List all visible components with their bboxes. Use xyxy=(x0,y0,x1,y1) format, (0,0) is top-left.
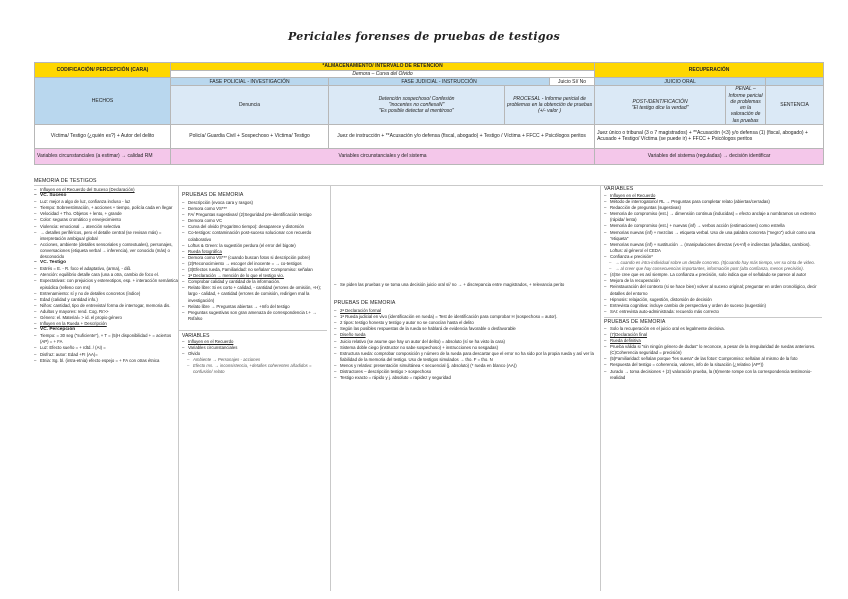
list-item: – Edad (calidad y cantidad info.) xyxy=(34,297,178,303)
list-item: – Entrevista cognitiva: incluye cambio de perspectiva y orden de suceso (sugestión) xyxy=(604,303,822,309)
list-item: – Menos y relativo: presentación simultánea < secuencial (j. absoluto) (* rueda en blanco (AA)) xyxy=(334,363,596,369)
list-item: – Color: seguras cromático y envejecimiento xyxy=(34,217,178,223)
list-item: – Velocidad + Tho. Objetos + lento, + grande xyxy=(34,211,178,217)
var-circ-estimar-cell: Variables circunstanciales (a estimar) → calidad RM xyxy=(35,148,171,164)
list-item: – Loftus & Green: la sugestión perdura (el error del bigote) xyxy=(182,243,327,249)
list-item: – Violencia: emocional → atención selectiva xyxy=(34,224,178,230)
denuncia-cell: Denuncia xyxy=(171,86,329,125)
juicio-sino-label: Juicio Sí/ No xyxy=(550,78,595,86)
codificacion-header: CODIFICACIÓN/ PERCEPCIÓN (CARA) xyxy=(35,63,171,78)
post-identificacion-text: POST-IDENTIFICACIÓN "El testigo dice la verdad" xyxy=(631,98,689,111)
list-item: – Distractores – descripción testigo > sospechoso xyxy=(334,369,596,375)
list-item: – Comprobar calidad y cantidad de la información. xyxy=(182,279,327,285)
col4-list xyxy=(604,193,822,315)
list-item: – (5)Familiaridad: señalan porque "les suena" de las fotos' Compromiso: señalan al mismo de la foto xyxy=(604,356,822,362)
hechos-header xyxy=(35,78,171,125)
list-item: – Influyen en el Recuerdo del Suceso (Declaración) xyxy=(34,187,178,193)
list-item: – Preguntas sugestivas son gran amenaza de correspondencia t.+ → Rsfalso xyxy=(182,310,327,322)
list-item: – VC. Suceso xyxy=(34,193,178,199)
divider-2 xyxy=(330,185,331,591)
list-item: – Co-testigos: contaminación post-suceso solucionar con recuerdo colaborativo xyxy=(182,230,327,242)
list-item: – 2 tipos: testigo honesto y testigo y autor no se conocían hasta el delito xyxy=(334,320,596,326)
list-item: – Relato libre → Preguntas abiertas → +Info del testigo xyxy=(182,304,327,310)
list-item: – Ambiente → Personajes - acciones xyxy=(182,357,327,363)
sentencia-cell: SENTENCIA xyxy=(766,86,824,125)
list-item: – 2ª Declaración formal xyxy=(334,308,596,314)
list-item: – Demora como VS*** xyxy=(182,206,327,212)
divider-3 xyxy=(600,185,601,591)
list-item: – Juicio relativo (se asume que hay un autor del delito) = absoluto (sí se ha visto la cara) xyxy=(334,339,596,345)
detencion-text: Detención sospechoso/ Confesión "inocentes no confiesaN" "Es posible detectar al mentiroso" xyxy=(378,95,455,115)
list-item: – Estrés = E. - R. foco el adaptativo, (arma), - diß. xyxy=(34,266,178,272)
juez-instruccion-cell: Juez de instrucción + **Acusación y/o defensa (fiscal, abogado) + Testigo / Víctima + FFCC + Psicólogos peritos xyxy=(329,124,595,148)
col4-heading: VARIABLES xyxy=(604,186,634,192)
list-item: – → cuando es intra-individual sobre un detalle concreto. (5)cuando hay más tiempo, ver su cinta de video. xyxy=(604,260,822,266)
col3-heading: PRUEBAS DE MEMORIA xyxy=(334,300,396,307)
list-item: – Demora como VS*** (cuando buscan fotos si descripción pobre) xyxy=(182,255,327,261)
juicio-oral-header: JUICIO ORAL xyxy=(595,78,766,86)
col4 xyxy=(604,186,822,381)
divider-1 xyxy=(178,185,179,591)
list-item: – Atención: equilibrio detalle cara (una a otra, cambio de foco el. xyxy=(34,272,178,278)
list-item: – Olvido xyxy=(182,351,327,357)
list-item: – Influyen en el Recuerdo xyxy=(604,193,822,199)
detencion-cell xyxy=(329,86,505,125)
list-item: – → detalles periféricos, pero el detalle central (se revisan más) = interpretación ambigua/ global xyxy=(34,230,178,242)
list-item: – Testigo exacto = rápido y j. absoluto = rapidez y seguridad xyxy=(334,375,596,381)
col3 xyxy=(334,282,596,381)
list-item: VARIABLES xyxy=(182,332,210,339)
list-item: – Relato libre: Si es corto + calidad, - cantidad (errores de omisión, +H); largo - calidad, + cantidad (errores de comisión, redirigen mal la investigación) xyxy=(182,285,327,303)
list-item: – Demora como VC xyxy=(182,218,327,224)
list-item: – Prueba válida si "sin ningún género de dudas" lo reconoce, a pesar de la irregularidad de ruedas anteriores. (C)Coherencia seguridad = precisión) xyxy=(604,344,822,356)
list-item: – FA/ Preguntas sugestivas/ (2)Seguridad pre-identificación testigo xyxy=(182,212,327,218)
list-item: – (7)Declaración final xyxy=(604,332,822,338)
hechos-label: HECHOS xyxy=(91,97,114,104)
list-item: – Rueda definitiva xyxy=(604,338,822,344)
list-item xyxy=(178,322,327,331)
col3-intro xyxy=(334,282,596,288)
list-item: – Redacción de preguntas (sugestivas) xyxy=(604,205,822,211)
list-item: – Respuesta del testigo = coherencia, valores, info de la situación (¿relativo (AP*)) xyxy=(604,362,822,368)
col1 xyxy=(34,178,178,364)
list-item: – Método de interrogatorio/ RL → Preguntas para completar relato (abiertas/cerradas) xyxy=(604,199,822,205)
list-item: – Según las posibles respuestas de la rueda se hablará de evidencia favorable o desfavorable xyxy=(334,326,596,332)
list-item: – Hipnosis: relajación, sugestión, distorsión de decisión xyxy=(604,297,822,303)
list-item: – Jurado → toma decisiones + (2) valoración prueba, la (6)mente rompe con la correspondencia testimonio-realidad xyxy=(604,369,822,381)
victima-cell: Víctima/ Testigo (¿quién es?) + Autor del delito xyxy=(35,124,171,148)
list-item: – Confianza ≠ precisión* xyxy=(604,254,822,260)
list-item: – Niños: cantidad, tipo de entrevista/ forma de interrogar, memoria dis. xyxy=(34,303,178,309)
list-item: – Mejora de la recuperación xyxy=(604,278,822,284)
col3-list xyxy=(334,308,596,381)
list-item: – Expectativas: con prejuicios y estereotipos, esp. + interacción semántica episódica (relleno con ms) xyxy=(34,278,178,290)
demora-label: Demora – Curva del Olvido xyxy=(171,71,595,78)
col2 xyxy=(182,192,327,376)
list-item: – Rueda fotográfica xyxy=(182,249,327,255)
list-item: – Género: el. Material= > id. el propio género xyxy=(34,315,178,321)
var-sistema-reguladas-cell: Variables del sistema (reguladas) → decisión identificar xyxy=(595,148,824,164)
penal-cell: PENAL – Informe pericial de problemas en la valoración de las pruebas xyxy=(726,86,766,125)
list-item: – Memorias nuevas (inf) + mezclas → etiqueta verbal. Uso de una palabra concreta ("negro") ocluir como una "etiqueta" xyxy=(604,230,822,242)
list-item: – Tiempo: Sobreestimación, + acciones + tiempo, policía cada en llegar xyxy=(34,205,178,211)
policia-cell: Policía/ Guardia Civil + Sospechoso + Víctima/ Testigo xyxy=(171,124,329,148)
list-item: – Solo la recuperación en el juicio oral es legalmente decisiva. xyxy=(604,326,822,332)
list-item: – (2)Reconocimiento → escoger del inocente = → co-testigos xyxy=(182,261,327,267)
col4-list2 xyxy=(604,326,822,381)
list-item: – Influyen en el Recuerdo xyxy=(182,339,327,345)
list-item: – Reinstauración del contexto (si se hace bien) volver al suceso original; preguntar en orden cronológico, decir detalles del entorno xyxy=(604,284,822,296)
page-title: Periciales forenses de pruebas de testigos xyxy=(288,30,560,43)
list-item: – (4)Se cree que es así siempre. La confianza ≠ precisión, solo indica que el señalado se parece al autor xyxy=(604,272,822,278)
list-item: – Diseño rueda xyxy=(334,332,596,338)
list-item: – Se piden las pruebas y se toma una decisión juicio oral sí/ no → + discrepancia entre magistrados, + relevancia perito xyxy=(334,282,596,288)
list-item: – Memoria de compromiso (est.) → dimensión continua (inducidas) = efecto anclaje a nombramos un extremo (rápida/ lenta) xyxy=(604,211,822,223)
list-item: – Efecto ms. → inconsistencia, +detalles coherentes añadidos = confusión/ relato xyxy=(182,363,327,375)
list-item: – Descripción (evoca cara y rasgos) xyxy=(182,200,327,206)
var-circ-sistema-cell: Variables circunstanciales y del sistema xyxy=(171,148,595,164)
juez-unico-cell: Juez único o tribunal (3 o 7 magistrados) + **Acusación (<3) y/o defensa (1) (fiscal, abogado) + Acusado + Testigo/ Víctima (se puede ir) + FFCC + Psicólogos peritos xyxy=(595,124,824,148)
list-item: – SAI: entrevista auto-administrada: recuerdo más correcto xyxy=(604,309,822,315)
list-item: – Luz: Efecto sueño = + rdtd. / (AI) = xyxy=(34,345,178,351)
list-item: – Variables circunstanciales xyxy=(182,345,327,351)
col1-list xyxy=(34,187,178,364)
col2-heading: PRUEBAS DE MEMORIA xyxy=(182,192,244,198)
proceso-penal-cell: PROCESAL - Informe pericial de problemas en la obtención de pruebas (+/- valor ) xyxy=(505,86,595,125)
list-item: – (3)Efectos rueda, Familiaridad: no señalan' Compromiso: señalan xyxy=(182,267,327,273)
list-item: – Influyen en la Rueda + Descripción xyxy=(34,321,178,327)
list-item: – Disfraz: autor: Edad +FI (AA)= xyxy=(34,352,178,358)
list-item: – Acciones, ambiente (detalles sensoriales y contextuales), personajes, conversaciones (etiqueta verbal → inferencia), ver conocido (más) o desconocido xyxy=(34,242,178,260)
fase-policial-header: FASE POLICIAL - INVESTIGACIÓN xyxy=(171,78,329,86)
list-item: – Luz: mejor a algo de luz, confianza incluso - luz xyxy=(34,199,178,205)
list-item: – Curva del olvido (Fogaritmo tiempo): desaparece y distorsión xyxy=(182,224,327,230)
fase-judicial-header: FASE JUDICIAL - INSTRUCCIÓN xyxy=(329,78,550,86)
list-item: – Etnia: Sg. bl. (intra-etnia) efecto espejo = + FA con otras étnica xyxy=(34,358,178,364)
col2-list xyxy=(182,200,327,376)
list-item: – 1ª Declaración → mención de lo que el testigo vio. xyxy=(182,273,327,279)
list-item: – → al creer que hay consecuencias importantes, información post (alta confianza, menos precisión). xyxy=(604,266,822,272)
header-table xyxy=(34,62,824,165)
list-item: – Memorias nuevas (inf) + sustitución → (manipulaciones directas (vs+nf) e indirectas (añadidas, cambios). Loftus: al género/ el CEDA xyxy=(604,242,822,254)
list-item: – Entrenamiento: sí y no de detalles concretos (índice) xyxy=(34,291,178,297)
recuperacion-header: RECUPERACIÓN xyxy=(595,63,824,78)
list-item: – VC. Testigo xyxy=(34,260,178,266)
post-identificacion-cell xyxy=(595,86,726,125)
list-item: – Memoria de compromiso (est.) + nuevas (inf) → verbos acción (estimaciones) como estrella xyxy=(604,223,822,229)
list-item: – VC. Percepción xyxy=(34,327,178,333)
list-item: – 1ª Rueda judicial en vivo (identificación en rueda) = Test de identificación para comprobar H (sospechoso = autor). xyxy=(334,314,596,320)
col4-heading2: PRUEBAS DE MEMORIA xyxy=(604,317,822,325)
almacenamiento-header: *ALMACENAMIENTO/ INTERVALO DE RETENCIÓN xyxy=(171,63,595,71)
list-item: – Sistema doble ciego (instructor no sabe sospechoso) + instrucciones no sesgadas) xyxy=(334,345,596,351)
list-item: – Estructura rueda: comprobar composición y número de la rueda para descartar que el error no ha sido por la propia rueda y así ver la fiabilidad de la memoria del testigo. Uso de testigos simulados → tho. F = tho. N xyxy=(334,351,596,363)
list-item: – Tiempo: = 30 seg ("suficiente"), + T = (5)H disponibilidad + = aciertos (AP) = + FA xyxy=(34,333,178,345)
list-item: – Adultos y mayores: rend. Cog. Rr>> xyxy=(34,309,178,315)
col1-heading: MEMORIA DE TESTIGOS xyxy=(34,178,97,184)
